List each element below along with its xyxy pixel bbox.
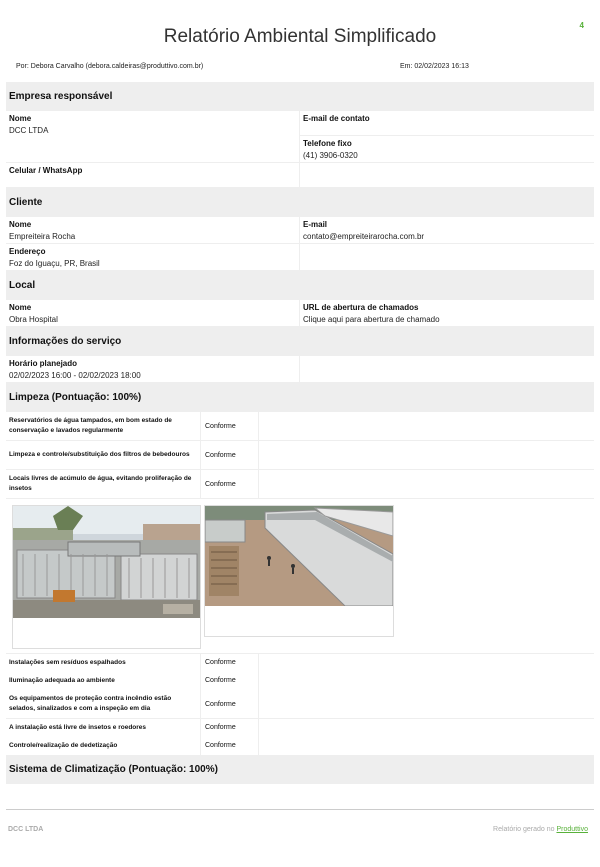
checklist-answer: Conforme xyxy=(201,690,258,718)
field-value: Foz do Iguaçu, PR, Brasil xyxy=(9,259,100,268)
checklist-notes xyxy=(259,441,594,469)
empty-cell xyxy=(300,163,595,187)
checklist-notes xyxy=(259,412,594,440)
field-label: E-mail xyxy=(303,220,328,229)
checklist-answer: Conforme xyxy=(201,719,258,737)
checklist-row xyxy=(6,737,594,755)
section-limpeza xyxy=(6,383,594,755)
cliente-nome-cell xyxy=(6,217,299,243)
checklist-question: Instalações sem resíduos espalhados xyxy=(6,654,200,672)
report-date: Em: 02/02/2023 16:13 xyxy=(400,63,469,70)
checklist-notes xyxy=(259,470,594,498)
checklist-row xyxy=(6,654,594,672)
section-title: Local xyxy=(9,280,36,291)
checklist-question: Iluminação adequada ao ambiente xyxy=(6,672,200,690)
checklist-row xyxy=(6,470,594,499)
field-value: DCC LTDA xyxy=(9,126,49,135)
report-content xyxy=(6,82,594,784)
field-label: Endereço xyxy=(9,247,46,256)
field-label: Celular / WhatsApp xyxy=(9,166,83,175)
servico-horario-cell xyxy=(6,356,299,382)
checklist-question: Controle/realização de dedetização xyxy=(6,737,200,755)
author-info: Por: Debora Carvalho (debora.caldeiras@produttivo.com.br) xyxy=(16,63,204,70)
field-label: Nome xyxy=(9,114,32,123)
checklist-notes xyxy=(259,737,594,755)
checklist-row xyxy=(6,412,594,441)
checklist-row xyxy=(6,690,594,719)
local-url-cell xyxy=(300,300,595,326)
construction-site-photo xyxy=(13,506,200,618)
photo-gallery xyxy=(6,499,594,653)
empresa-telefone-cell xyxy=(300,136,595,162)
checklist-row xyxy=(6,441,594,470)
footer-generated-text: Relatório gerado no xyxy=(493,826,557,833)
checklist-notes xyxy=(259,672,594,690)
checklist-answer: Conforme xyxy=(201,737,258,755)
field-label: Nome xyxy=(9,303,32,312)
photo-card[interactable] xyxy=(204,505,394,637)
section-title: Informações do serviço xyxy=(9,336,122,347)
section-cliente xyxy=(6,188,594,271)
footer-generated xyxy=(493,826,588,833)
footer-company: DCC LTDA xyxy=(8,826,44,833)
field-value: Empreiteira Rocha xyxy=(9,232,76,241)
checklist-question: A instalação está livre de insetos e roedores xyxy=(6,719,200,737)
page-title: Relatório Ambiental Simplificado xyxy=(163,26,437,47)
checklist-row xyxy=(6,719,594,737)
construction-site-photo xyxy=(205,506,393,606)
checklist-answer: Conforme xyxy=(201,470,258,498)
cliente-endereco-cell xyxy=(6,244,299,270)
field-label: Horário planejado xyxy=(9,359,78,368)
section-title: Sistema de Climatização (Pontuação: 100%) xyxy=(9,764,218,775)
empresa-celular-cell xyxy=(6,163,299,187)
field-label: Telefone fixo xyxy=(303,139,352,148)
page-number: 4 xyxy=(579,21,584,30)
cliente-email-cell xyxy=(300,217,595,243)
field-label: Nome xyxy=(9,220,32,229)
checklist-answer: Conforme xyxy=(201,441,258,469)
field-label: E-mail de contato xyxy=(303,114,370,123)
section-title: Cliente xyxy=(9,197,43,208)
empty-cell xyxy=(300,356,595,382)
footer-divider xyxy=(6,809,594,810)
checklist-notes xyxy=(259,719,594,737)
ticket-link[interactable]: Clique aqui para abertura de chamado xyxy=(303,315,440,324)
local-nome-cell xyxy=(6,300,299,326)
produttivo-link[interactable]: Produttivo xyxy=(556,826,588,833)
checklist-answer: Conforme xyxy=(201,672,258,690)
section-empresa xyxy=(6,82,594,188)
empresa-nome-cell xyxy=(6,111,299,162)
checklist-question: Reservatórios de água tampados, em bom estado de conservação e lavados regularmente xyxy=(6,412,200,440)
checklist-row xyxy=(6,672,594,690)
section-servico xyxy=(6,327,594,383)
field-value: 02/02/2023 16:00 - 02/02/2023 18:00 xyxy=(9,371,141,380)
field-value: contato@empreiteirarocha.com.br xyxy=(303,232,425,241)
empresa-email-cell xyxy=(300,111,595,135)
checklist-notes xyxy=(259,654,594,672)
field-value: (41) 3906-0320 xyxy=(303,151,358,160)
checklist-notes xyxy=(259,690,594,718)
checklist-answer: Conforme xyxy=(201,412,258,440)
field-label: URL de abertura de chamados xyxy=(303,303,419,312)
checklist-question: Locais livres de acúmulo de água, evitando proliferação de insetos xyxy=(6,470,200,498)
checklist-question: Limpeza e controle/substituição dos filtros de bebedouros xyxy=(6,441,200,469)
section-local xyxy=(6,271,594,327)
checklist-question: Os equipamentos de proteção contra incêndio estão selados, sinalizados e com a inspeção em dia xyxy=(6,690,200,718)
section-climatizacao xyxy=(6,755,594,784)
section-title: Empresa responsável xyxy=(9,91,113,102)
photo-card[interactable] xyxy=(12,505,201,649)
field-value: Obra Hospital xyxy=(9,315,58,324)
empty-cell xyxy=(300,244,595,270)
checklist-answer: Conforme xyxy=(201,654,258,672)
section-title: Limpeza (Pontuação: 100%) xyxy=(9,392,142,403)
